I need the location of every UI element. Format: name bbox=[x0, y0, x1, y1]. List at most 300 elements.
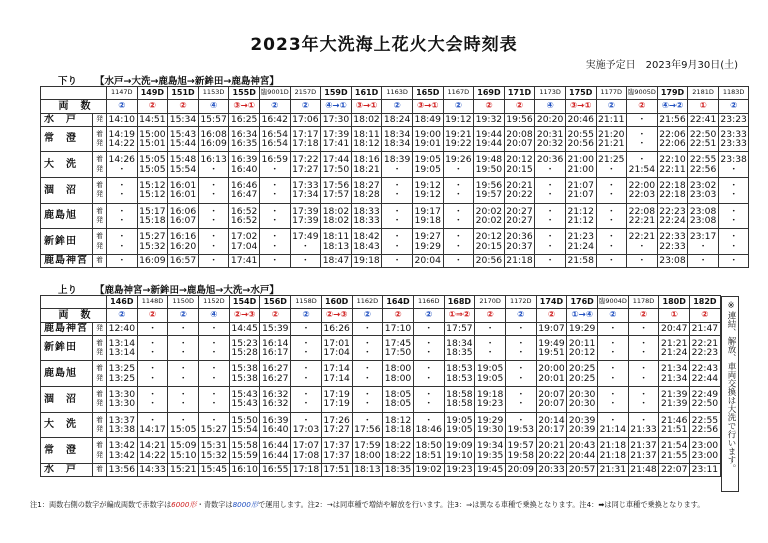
time-value: ・ bbox=[208, 179, 219, 191]
time-cell bbox=[137, 254, 168, 267]
time-value: 17:08 bbox=[292, 449, 320, 461]
time-cell bbox=[107, 152, 138, 178]
time-value: 15:59 bbox=[231, 449, 258, 461]
time-value: ・ bbox=[698, 255, 708, 267]
time-value: ・ bbox=[147, 388, 158, 400]
time-cell bbox=[565, 254, 596, 267]
time-cell bbox=[505, 463, 536, 476]
time-value: 19:21 bbox=[445, 128, 472, 140]
time-value: 14:51 bbox=[139, 114, 166, 126]
time-cell bbox=[291, 322, 322, 335]
time-value: 18:58 bbox=[446, 388, 473, 400]
time-value: 20:32 bbox=[536, 138, 564, 150]
train-number: 149D bbox=[137, 87, 168, 100]
arr-dep-mark: 発 bbox=[96, 215, 103, 224]
time-cell bbox=[475, 438, 506, 464]
train-number: 180D bbox=[659, 296, 690, 309]
station-name: 水 戸 bbox=[41, 113, 93, 126]
time-value: ・ bbox=[392, 214, 402, 226]
time-cell bbox=[351, 178, 382, 204]
time-value: 18:34 bbox=[383, 128, 411, 140]
station-row bbox=[41, 152, 749, 178]
time-value: 22:43 bbox=[691, 363, 719, 375]
time-value: ・ bbox=[424, 388, 434, 400]
time-value: 22:00 bbox=[628, 179, 656, 191]
time-cell bbox=[259, 229, 290, 255]
time-value: 17:07 bbox=[292, 440, 320, 452]
time-value: ・ bbox=[208, 231, 219, 243]
time-value: ・ bbox=[300, 255, 310, 267]
time-value: 15:18 bbox=[139, 214, 166, 226]
time-cell bbox=[198, 152, 229, 178]
time-cell bbox=[565, 203, 596, 229]
time-value: 14:21 bbox=[139, 440, 166, 452]
time-value: 17:44 bbox=[322, 154, 350, 166]
arr-dep-mark: 着 bbox=[96, 415, 103, 424]
time-cell bbox=[690, 463, 721, 476]
train-number: 160D bbox=[321, 296, 352, 309]
time-cell bbox=[627, 178, 658, 204]
time-value: 19:30 bbox=[476, 423, 504, 435]
time-value: 23:23 bbox=[720, 114, 747, 126]
time-cell bbox=[443, 152, 474, 178]
time-value: 17:26 bbox=[323, 414, 350, 426]
time-value: 21:46 bbox=[660, 414, 688, 426]
time-value: 16:01 bbox=[169, 189, 197, 201]
time-value: 17:30 bbox=[322, 114, 350, 126]
time-value: ・ bbox=[301, 414, 311, 426]
station-name: 涸 沼 bbox=[41, 178, 93, 204]
time-value: ・ bbox=[606, 205, 616, 217]
time-cell bbox=[598, 463, 629, 476]
car-count: ① bbox=[659, 309, 690, 322]
time-value: ・ bbox=[453, 214, 463, 226]
time-cell bbox=[290, 152, 321, 178]
time-cell bbox=[474, 126, 505, 152]
car-count: ② bbox=[107, 309, 138, 322]
station-row bbox=[41, 113, 749, 126]
time-cell bbox=[659, 438, 690, 464]
time-value: 20:33 bbox=[538, 464, 565, 476]
time-value: ・ bbox=[638, 323, 649, 335]
time-cell bbox=[628, 335, 659, 361]
time-cell bbox=[688, 229, 719, 255]
down-timetable bbox=[40, 86, 749, 268]
time-cell bbox=[199, 387, 230, 413]
time-cell bbox=[383, 335, 414, 361]
train-number: 1173D bbox=[535, 87, 566, 100]
time-value: 22:21 bbox=[628, 231, 656, 243]
time-cell bbox=[352, 322, 383, 335]
time-value: 19:17 bbox=[414, 205, 441, 217]
time-value: ・ bbox=[729, 189, 739, 201]
time-cell bbox=[107, 254, 138, 267]
time-value: 18:00 bbox=[354, 449, 381, 461]
time-cell bbox=[229, 113, 260, 126]
time-value: ・ bbox=[147, 372, 158, 384]
time-value: 22:18 bbox=[659, 179, 686, 191]
time-cell bbox=[690, 322, 721, 335]
time-cell bbox=[229, 322, 260, 335]
time-cell bbox=[168, 463, 199, 476]
time-cell bbox=[565, 126, 596, 152]
time-value: 16:32 bbox=[262, 388, 289, 400]
time-cell bbox=[475, 322, 506, 335]
time-value: 13:42 bbox=[108, 440, 136, 452]
time-value: ・ bbox=[453, 231, 463, 243]
station-row bbox=[41, 361, 721, 387]
time-cell bbox=[351, 203, 382, 229]
time-value: ・ bbox=[178, 388, 188, 400]
time-value: 15:39 bbox=[262, 323, 289, 335]
time-cell bbox=[567, 438, 598, 464]
time-cell bbox=[168, 113, 199, 126]
time-cell bbox=[352, 361, 383, 387]
time-value: 18:58 bbox=[446, 398, 473, 410]
car-count: ② bbox=[627, 100, 658, 113]
time-cell bbox=[690, 335, 721, 361]
time-value: ・ bbox=[485, 337, 495, 349]
time-value: ・ bbox=[117, 255, 127, 267]
time-cell bbox=[657, 203, 688, 229]
time-value: 21:18 bbox=[599, 449, 627, 461]
time-cell bbox=[352, 438, 383, 464]
station-row bbox=[41, 126, 749, 152]
time-value: 17:18 bbox=[292, 138, 319, 150]
time-value: 14:22 bbox=[108, 138, 136, 150]
time-value: ・ bbox=[270, 214, 280, 226]
car-count: ④ bbox=[199, 309, 230, 322]
arr-dep-mark: 発 bbox=[96, 373, 103, 382]
time-value: ・ bbox=[424, 337, 434, 349]
time-cell bbox=[567, 387, 598, 413]
time-value: 15:43 bbox=[231, 398, 258, 410]
time-cell bbox=[536, 412, 567, 438]
time-cell bbox=[628, 412, 659, 438]
time-cell bbox=[229, 178, 260, 204]
time-cell bbox=[628, 463, 659, 476]
time-value: 21:00 bbox=[567, 154, 594, 166]
time-cell bbox=[229, 438, 260, 464]
time-value: 17:56 bbox=[322, 179, 350, 191]
time-value: 19:05 bbox=[414, 163, 441, 175]
time-value: 17:41 bbox=[230, 255, 258, 267]
arr-dep-mark: 着 bbox=[96, 129, 103, 138]
time-cell bbox=[107, 412, 138, 438]
time-value: 22:11 bbox=[659, 163, 686, 175]
time-cell bbox=[198, 254, 229, 267]
time-value: ・ bbox=[209, 398, 219, 410]
time-cell bbox=[137, 335, 168, 361]
time-cell bbox=[137, 152, 168, 178]
car-count: ② bbox=[475, 309, 506, 322]
time-cell bbox=[382, 113, 413, 126]
time-cell bbox=[291, 335, 322, 361]
time-value: ・ bbox=[209, 337, 219, 349]
time-value: 20:12 bbox=[506, 154, 533, 166]
time-cell bbox=[504, 126, 535, 152]
train-number: 182D bbox=[690, 296, 721, 309]
time-value: 17:45 bbox=[384, 337, 412, 349]
time-value: 21:18 bbox=[506, 255, 533, 267]
time-cell bbox=[505, 387, 536, 413]
time-value: ・ bbox=[301, 347, 311, 359]
train-number: 165D bbox=[412, 87, 443, 100]
station-name: 常 澄 bbox=[41, 438, 93, 464]
time-value: 16:08 bbox=[200, 128, 227, 140]
train-number: 175D bbox=[565, 87, 596, 100]
time-value: 14:26 bbox=[108, 154, 136, 166]
time-cell bbox=[690, 387, 721, 413]
train-number: 1158D bbox=[291, 296, 322, 309]
time-value: 19:09 bbox=[446, 440, 473, 452]
car-count: ② bbox=[290, 100, 321, 113]
time-value: 15:45 bbox=[200, 464, 228, 476]
time-cell bbox=[475, 387, 506, 413]
time-cell bbox=[290, 203, 321, 229]
time-cell bbox=[690, 361, 721, 387]
time-value: ・ bbox=[453, 189, 463, 201]
time-value: ・ bbox=[270, 189, 280, 201]
time-cell bbox=[475, 463, 506, 476]
time-cell bbox=[199, 361, 230, 387]
time-cell bbox=[413, 438, 444, 464]
time-value: 16:54 bbox=[261, 138, 288, 150]
time-value: ・ bbox=[516, 363, 526, 375]
time-value: 19:29 bbox=[476, 414, 504, 426]
time-cell bbox=[137, 412, 168, 438]
time-value: 17:51 bbox=[323, 464, 350, 476]
arrive-depart-label bbox=[93, 412, 107, 438]
time-value: 16:39 bbox=[230, 154, 258, 166]
car-count: ④→② bbox=[657, 100, 688, 113]
time-value: 18:27 bbox=[353, 179, 380, 191]
time-value: 18:02 bbox=[353, 114, 380, 126]
station-name: 水 戸 bbox=[41, 463, 93, 476]
time-value: 18:33 bbox=[353, 214, 380, 226]
time-cell bbox=[351, 126, 382, 152]
time-value: ・ bbox=[362, 372, 372, 384]
arrive-depart-label bbox=[93, 254, 107, 267]
time-cell bbox=[690, 438, 721, 464]
cars-row bbox=[41, 100, 749, 113]
time-cell bbox=[627, 152, 658, 178]
time-cell bbox=[444, 463, 475, 476]
time-value: 18:05 bbox=[384, 398, 412, 410]
time-value: 21:18 bbox=[599, 440, 627, 452]
time-cell bbox=[504, 178, 535, 204]
time-value: 15:01 bbox=[139, 138, 166, 150]
time-cell bbox=[718, 113, 749, 126]
time-cell bbox=[657, 152, 688, 178]
time-value: 16:39 bbox=[262, 414, 289, 426]
car-count: ② bbox=[352, 309, 383, 322]
time-value: 20:14 bbox=[538, 414, 565, 426]
car-count: ②→③ bbox=[321, 309, 352, 322]
car-count: ③→① bbox=[565, 100, 596, 113]
time-value: 19:50 bbox=[475, 163, 503, 175]
time-value: 17:10 bbox=[384, 323, 412, 335]
time-value: 13:42 bbox=[108, 449, 136, 461]
header-blank bbox=[41, 87, 107, 100]
time-value: 21:39 bbox=[660, 388, 688, 400]
time-value: 19:18 bbox=[414, 214, 441, 226]
time-value: ・ bbox=[209, 347, 219, 359]
time-value: ・ bbox=[424, 347, 434, 359]
time-value: 15:05 bbox=[169, 423, 197, 435]
time-cell bbox=[474, 113, 505, 126]
time-cell bbox=[137, 229, 168, 255]
station-name: 涸 沼 bbox=[41, 387, 93, 413]
time-cell bbox=[413, 335, 444, 361]
time-value: 15:32 bbox=[200, 449, 228, 461]
time-value: 13:25 bbox=[108, 372, 136, 384]
time-value: 16:34 bbox=[230, 128, 258, 140]
arr-dep-mark: 発 bbox=[96, 241, 103, 250]
time-cell bbox=[291, 438, 322, 464]
arr-dep-mark: 発 bbox=[96, 399, 103, 408]
arrive-depart-label bbox=[93, 203, 107, 229]
time-value: ・ bbox=[208, 214, 219, 226]
time-cell bbox=[229, 229, 260, 255]
train-number: 1153D bbox=[198, 87, 229, 100]
train-number: 168D bbox=[444, 296, 475, 309]
time-value: 19:53 bbox=[507, 423, 535, 435]
time-cell bbox=[107, 229, 138, 255]
time-value: 21:58 bbox=[567, 255, 594, 267]
time-value: 22:33 bbox=[659, 231, 686, 243]
time-value: 17:41 bbox=[322, 138, 350, 150]
time-value: 20:43 bbox=[568, 440, 596, 452]
time-cell bbox=[198, 126, 229, 152]
time-cell bbox=[382, 152, 413, 178]
time-cell bbox=[351, 152, 382, 178]
time-value: 15:00 bbox=[139, 128, 166, 140]
time-value: ・ bbox=[117, 189, 127, 201]
cars-label: 両 数 bbox=[41, 100, 107, 113]
time-cell bbox=[229, 463, 260, 476]
time-value: ・ bbox=[545, 179, 555, 191]
arr-dep-mark: 着 bbox=[96, 206, 103, 215]
time-value: 20:27 bbox=[506, 214, 533, 226]
time-cell bbox=[718, 152, 749, 178]
time-value: 20:21 bbox=[538, 440, 565, 452]
time-cell bbox=[718, 126, 749, 152]
time-cell bbox=[688, 254, 719, 267]
time-value: 17:04 bbox=[323, 347, 350, 359]
time-cell bbox=[657, 254, 688, 267]
time-value: ・ bbox=[608, 398, 618, 410]
time-value: 22:03 bbox=[628, 189, 656, 201]
arr-dep-mark: 発 bbox=[96, 424, 103, 433]
time-cell bbox=[505, 322, 536, 335]
time-value: ・ bbox=[545, 240, 555, 252]
time-value: 16:16 bbox=[169, 231, 197, 243]
time-value: 16:40 bbox=[262, 423, 289, 435]
train-number: 臨9001D bbox=[259, 87, 290, 100]
time-value: 15:32 bbox=[139, 240, 166, 252]
time-value: 21:48 bbox=[630, 464, 657, 476]
time-cell bbox=[291, 463, 322, 476]
time-cell bbox=[412, 229, 443, 255]
time-value: 18:34 bbox=[446, 337, 473, 349]
time-cell bbox=[321, 463, 352, 476]
time-cell bbox=[688, 203, 719, 229]
time-value: 15:27 bbox=[139, 231, 166, 243]
time-cell bbox=[383, 438, 414, 464]
time-value: 20:46 bbox=[567, 114, 594, 126]
time-value: 21:39 bbox=[660, 398, 688, 410]
time-value: ・ bbox=[208, 240, 219, 252]
time-value: 18:11 bbox=[353, 128, 380, 140]
time-value: 21:56 bbox=[659, 114, 686, 126]
time-cell bbox=[567, 361, 598, 387]
car-count: ② bbox=[137, 309, 168, 322]
time-cell bbox=[718, 229, 749, 255]
time-value: ・ bbox=[209, 388, 219, 400]
time-value: 17:39 bbox=[292, 205, 319, 217]
time-value: ・ bbox=[208, 189, 219, 201]
time-cell bbox=[168, 203, 199, 229]
arr-dep-mark: 着 bbox=[96, 155, 103, 164]
time-value: 13:25 bbox=[108, 363, 136, 375]
time-value: ・ bbox=[729, 240, 739, 252]
time-cell bbox=[474, 152, 505, 178]
time-cell bbox=[291, 412, 322, 438]
time-value: ・ bbox=[117, 163, 127, 175]
time-value: ・ bbox=[392, 205, 402, 217]
time-cell bbox=[321, 152, 352, 178]
time-value: 19:10 bbox=[446, 449, 473, 461]
time-value: ・ bbox=[608, 363, 618, 375]
time-cell bbox=[443, 254, 474, 267]
train-number: 1162D bbox=[352, 296, 383, 309]
time-value: 23:03 bbox=[689, 189, 717, 201]
time-cell bbox=[596, 152, 627, 178]
time-value: 22:49 bbox=[691, 388, 719, 400]
time-value: ・ bbox=[301, 323, 311, 335]
time-value: ・ bbox=[453, 255, 463, 267]
train-number: 2157D bbox=[290, 87, 321, 100]
time-cell bbox=[688, 178, 719, 204]
time-cell bbox=[536, 438, 567, 464]
train-number: 176D bbox=[567, 296, 598, 309]
station-row bbox=[41, 412, 721, 438]
time-value: 21:12 bbox=[567, 205, 594, 217]
time-cell bbox=[657, 113, 688, 126]
car-count: ② bbox=[596, 100, 627, 113]
time-cell bbox=[107, 438, 138, 464]
time-cell bbox=[536, 335, 567, 361]
time-value: 18:13 bbox=[354, 464, 381, 476]
time-cell bbox=[137, 463, 168, 476]
time-cell bbox=[383, 361, 414, 387]
arr-dep-mark: 着 bbox=[96, 364, 103, 373]
time-value: ・ bbox=[608, 323, 618, 335]
time-cell bbox=[596, 126, 627, 152]
time-value: ・ bbox=[209, 363, 219, 375]
time-cell bbox=[596, 113, 627, 126]
time-value: 17:02 bbox=[230, 231, 258, 243]
time-cell bbox=[290, 229, 321, 255]
time-cell bbox=[321, 335, 352, 361]
time-value: 19:29 bbox=[568, 323, 596, 335]
car-count: ①⇒② bbox=[444, 309, 475, 322]
time-cell bbox=[229, 412, 260, 438]
time-cell bbox=[627, 203, 658, 229]
time-cell bbox=[168, 254, 199, 267]
time-value: 16:59 bbox=[261, 154, 288, 166]
